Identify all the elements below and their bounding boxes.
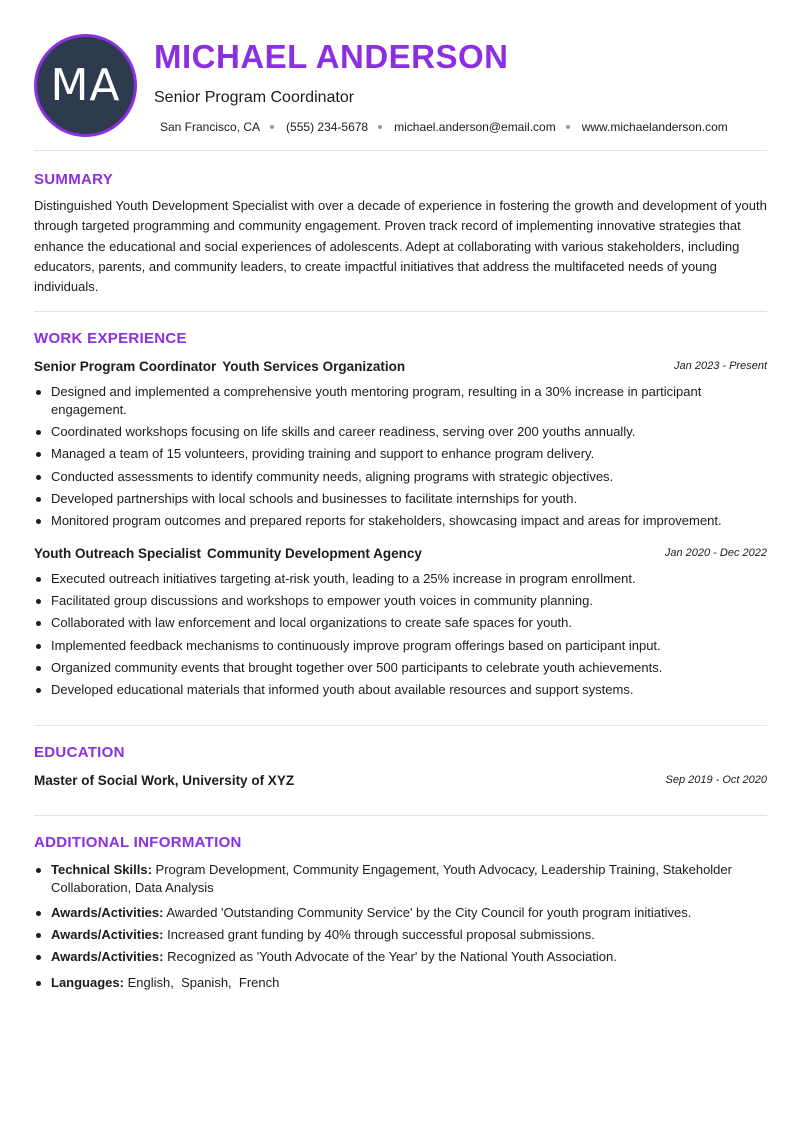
job-header [34, 545, 767, 565]
education-heading: EDUCATION [34, 744, 125, 761]
summary-text: Distinguished Youth Development Specialist with over a decade of experience in fostering the growth and development of youth through targeted programming and community engagement. Proven track record of implementing innovative strategies that enhance the educational and social experiences of adolescents. Adept at collaborating with various stakeholders, including educators, parents, and community leaders, to create impactful initiatives that address the multifaceted needs of young individuals. [34, 198, 767, 295]
contact-website[interactable]: www.michaelanderson.com [581, 120, 728, 134]
contact-info [160, 120, 728, 134]
list-item: Facilitated group discussions and workshops to empower youth voices in community planning. [34, 592, 767, 610]
list-item: Developed partnerships with local schools and businesses to facilitate internships for youth. [34, 490, 767, 508]
summary-heading: SUMMARY [34, 171, 114, 188]
dot-separator-icon [378, 125, 382, 129]
item-label: Awards/Activities: [51, 949, 164, 965]
job-company: Community Development Agency [207, 546, 422, 561]
item-label: Awards/Activities: [51, 927, 164, 943]
list-item: Executed outreach initiatives targeting at-risk youth, leading to a 25% increase in program enrollment. [34, 570, 767, 588]
list-item [34, 904, 767, 922]
list-item: Implemented feedback mechanisms to continuously improve program offerings based on participant input. [34, 637, 767, 655]
list-item [34, 926, 767, 944]
job-dates: Jan 2023 - Present [674, 360, 767, 372]
job-role: Youth Outreach Specialist [34, 546, 202, 561]
additional-info-heading: ADDITIONAL INFORMATION [34, 834, 242, 851]
list-item: Managed a team of 15 volunteers, providing training and support to enhance program delivery. [34, 445, 767, 463]
job-company: Youth Services Organization [222, 359, 406, 374]
list-item: Monitored program outcomes and prepared reports for stakeholders, showcasing impact and areas for improvement. [34, 512, 767, 530]
item-text: English, Spanish, French [127, 975, 280, 991]
list-item: Conducted assessments to identify community needs, aligning programs with strategic objectives. [34, 468, 767, 486]
item-text: Awarded 'Outstanding Community Service' by the City Council for youth program initiatives. [166, 905, 692, 920]
job-bullets [34, 383, 767, 534]
item-label: Languages: [51, 975, 124, 991]
item-text: Increased grant funding by 40% through successful proposal submissions. [167, 927, 595, 943]
section-divider [34, 725, 767, 726]
avatar-initials: MA [50, 60, 121, 111]
work-experience-heading: WORK EXPERIENCE [34, 330, 187, 347]
list-item [34, 861, 767, 897]
list-item: Organized community events that brought together over 500 participants to celebrate youth achievements. [34, 659, 767, 677]
list-item [34, 974, 767, 992]
section-divider [34, 311, 767, 312]
contact-location: San Francisco, CA [160, 120, 261, 134]
item-label: Awards/Activities: [51, 905, 164, 920]
education-degree: Master of Social Work, University of XYZ [34, 773, 295, 788]
contact-phone: (555) 234-5678 [286, 120, 369, 134]
resume-header [34, 34, 767, 138]
section-divider [34, 815, 767, 816]
list-item [34, 948, 767, 966]
education-dates: Sep 2019 - Oct 2020 [665, 774, 767, 786]
dot-separator-icon [566, 125, 570, 129]
list-item: Designed and implemented a comprehensive youth mentoring program, resulting in a 30% increase in participant engagement. [34, 383, 767, 419]
education-entry [34, 772, 767, 792]
job-header [34, 358, 767, 378]
job-title: Senior Program Coordinator [154, 89, 355, 106]
candidate-name: MICHAEL ANDERSON [154, 38, 509, 75]
job-dates: Jan 2020 - Dec 2022 [664, 547, 767, 559]
avatar [34, 34, 137, 137]
additional-info-list [34, 861, 767, 997]
list-item: Coordinated workshops focusing on life skills and career readiness, serving over 200 youths annually. [34, 423, 767, 441]
dot-separator-icon [270, 125, 274, 129]
item-label: Technical Skills: [51, 862, 152, 877]
contact-email[interactable]: michael.anderson@email.com [394, 120, 556, 134]
section-divider [34, 150, 767, 151]
job-bullets [34, 570, 767, 703]
item-text: Program Development, Community Engagement, Youth Advocacy, Leadership Training, Stakeholder Collaboration, Data Analysis [51, 862, 732, 895]
job-role: Senior Program Coordinator [34, 359, 217, 374]
item-text: Recognized as 'Youth Advocate of the Year' by the National Youth Association. [167, 949, 617, 965]
list-item: Collaborated with law enforcement and local organizations to create safe spaces for youth. [34, 614, 767, 632]
list-item: Developed educational materials that informed youth about available resources and support systems. [34, 681, 767, 699]
